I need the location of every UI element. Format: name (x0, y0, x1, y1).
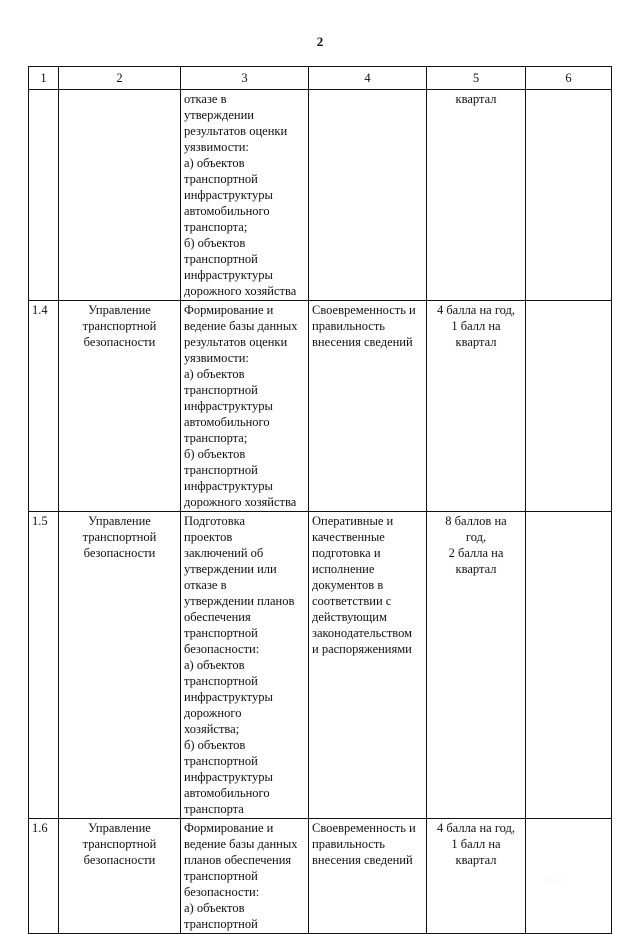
criteria-line: подготовка и (312, 546, 381, 560)
task-line: а) объектов (184, 367, 245, 381)
header-col-2: 2 (59, 67, 181, 90)
score-cell (427, 301, 526, 512)
task-line: транспортной (184, 674, 258, 688)
task-line: транспортной (184, 463, 258, 477)
task-line: транспорта (184, 802, 244, 816)
criteria-line: исполнение (312, 562, 375, 576)
department-line: транспортной (82, 837, 157, 851)
table-row (29, 819, 612, 934)
table-row (29, 512, 612, 819)
score-line: квартал (455, 335, 497, 349)
task-line: результатов оценки (184, 124, 288, 138)
department-cell (59, 819, 181, 934)
task-line: а) объектов (184, 156, 245, 170)
page-number: 2 (316, 34, 324, 49)
task-line: б) объектов (184, 738, 246, 752)
task-line: автомобильного (184, 204, 270, 218)
task-line: инфраструктуры (184, 188, 273, 202)
task-line: транспорта; (184, 220, 248, 234)
criteria-cell (309, 301, 427, 512)
task-line: транспортной (184, 252, 258, 266)
table-row (29, 301, 612, 512)
row-number-cell: 1.6 (29, 819, 59, 934)
department-line: безопасности (83, 335, 156, 349)
task-line: инфраструктуры (184, 399, 273, 413)
task-cell (181, 301, 309, 512)
table-body (29, 90, 612, 934)
task-line: Подготовка (184, 514, 246, 528)
criteria-line: Оперативные и (312, 514, 394, 528)
criteria-line: правильность (312, 319, 385, 333)
department-line: Управление (88, 821, 151, 835)
department-line: транспортной (82, 530, 157, 544)
task-line: транспортной (184, 869, 258, 883)
department-line: Управление (88, 514, 151, 528)
score-cell (427, 819, 526, 934)
criteria-line: и распоряжениями (312, 642, 412, 656)
task-line: транспорта; (184, 431, 248, 445)
score-line: 1 балл на (451, 319, 501, 333)
task-line: ведение базы данных (184, 319, 298, 333)
task-line: автомобильного (184, 786, 270, 800)
task-cell (181, 819, 309, 934)
header-col-6: 6 (526, 67, 612, 90)
header-col-1: 1 (29, 67, 59, 90)
score-line: 8 баллов на (445, 514, 507, 528)
task-line: безопасности: (184, 885, 260, 899)
task-line: инфраструктуры (184, 479, 273, 493)
task-line: отказе в (184, 578, 227, 592)
score-line: квартал (455, 853, 497, 867)
task-line: проектов (184, 530, 233, 544)
score-line: 4 балла на год, (436, 821, 516, 835)
task-line: б) объектов (184, 447, 246, 461)
task-line: утверждении (184, 108, 254, 122)
column-6-cell (526, 301, 612, 512)
criteria-line: действующим (312, 610, 387, 624)
task-line: ведение базы данных (184, 837, 298, 851)
row-number-cell: 1.5 (29, 512, 59, 819)
task-line: инфраструктуры (184, 690, 273, 704)
score-line: квартал (455, 92, 497, 106)
criteria-line: Своевременность и (312, 821, 416, 835)
task-line: транспортной (184, 383, 258, 397)
department-line: безопасности (83, 853, 156, 867)
task-line: а) объектов (184, 658, 245, 672)
criteria-line: внесения сведений (312, 335, 413, 349)
criteria-cell (309, 90, 427, 301)
criteria-line: документов в (312, 578, 384, 592)
criteria-line: внесения сведений (312, 853, 413, 867)
task-line: автомобильного (184, 415, 270, 429)
score-cell (427, 512, 526, 819)
task-cell (181, 512, 309, 819)
score-line: 2 балла на (448, 546, 504, 560)
criteria-line: Своевременность и (312, 303, 416, 317)
task-line: уязвимости: (184, 351, 249, 365)
department-line: Управление (88, 303, 151, 317)
task-line: заключений об (184, 546, 264, 560)
task-line: планов обеспечения (184, 853, 292, 867)
criteria-line: законодательством (312, 626, 413, 640)
task-line: дорожного хозяйства (184, 284, 297, 298)
task-line: транспортной (184, 172, 258, 186)
task-line: утверждении планов (184, 594, 295, 608)
task-line: инфраструктуры (184, 770, 273, 784)
column-6-cell (526, 90, 612, 301)
score-line: год, (465, 530, 487, 544)
header-col-5: 5 (427, 67, 526, 90)
task-line: дорожного (184, 706, 242, 720)
task-line: хозяйства; (184, 722, 240, 736)
task-line: Формирование и (184, 821, 274, 835)
header-col-3: 3 (181, 67, 309, 90)
assessment-table (28, 66, 612, 934)
task-line: обеспечения (184, 610, 251, 624)
task-line: транспортной (184, 626, 258, 640)
row-number-cell: 1.4 (29, 301, 59, 512)
column-6-cell (526, 512, 612, 819)
task-line: б) объектов (184, 236, 246, 250)
task-line: дорожного хозяйства (184, 495, 297, 509)
department-line: транспортной (82, 319, 157, 333)
criteria-line: качественные (312, 530, 385, 544)
task-line: транспортной (184, 917, 258, 931)
task-line: транспортной (184, 754, 258, 768)
task-cell (181, 90, 309, 301)
task-line: инфраструктуры (184, 268, 273, 282)
criteria-cell (309, 819, 427, 934)
department-cell (59, 512, 181, 819)
score-cell (427, 90, 526, 301)
task-line: результатов оценки (184, 335, 288, 349)
score-line: квартал (455, 562, 497, 576)
task-line: утверждении или (184, 562, 277, 576)
department-line: безопасности (83, 546, 156, 560)
task-line: уязвимости: (184, 140, 249, 154)
score-line: 1 балл на (451, 837, 501, 851)
header-col-4: 4 (309, 67, 427, 90)
score-line: 4 балла на год, (436, 303, 516, 317)
table-header-row (29, 67, 612, 90)
criteria-cell (309, 512, 427, 819)
task-line: отказе в (184, 92, 227, 106)
task-line: а) объектов (184, 901, 245, 915)
department-cell (59, 90, 181, 301)
table-row (29, 90, 612, 301)
row-number-cell (29, 90, 59, 301)
task-line: Формирование и (184, 303, 274, 317)
scan-specks: · · · (548, 876, 570, 885)
department-cell (59, 301, 181, 512)
criteria-line: соответствии с (312, 594, 392, 608)
task-line: безопасности: (184, 642, 260, 656)
criteria-line: правильность (312, 837, 385, 851)
